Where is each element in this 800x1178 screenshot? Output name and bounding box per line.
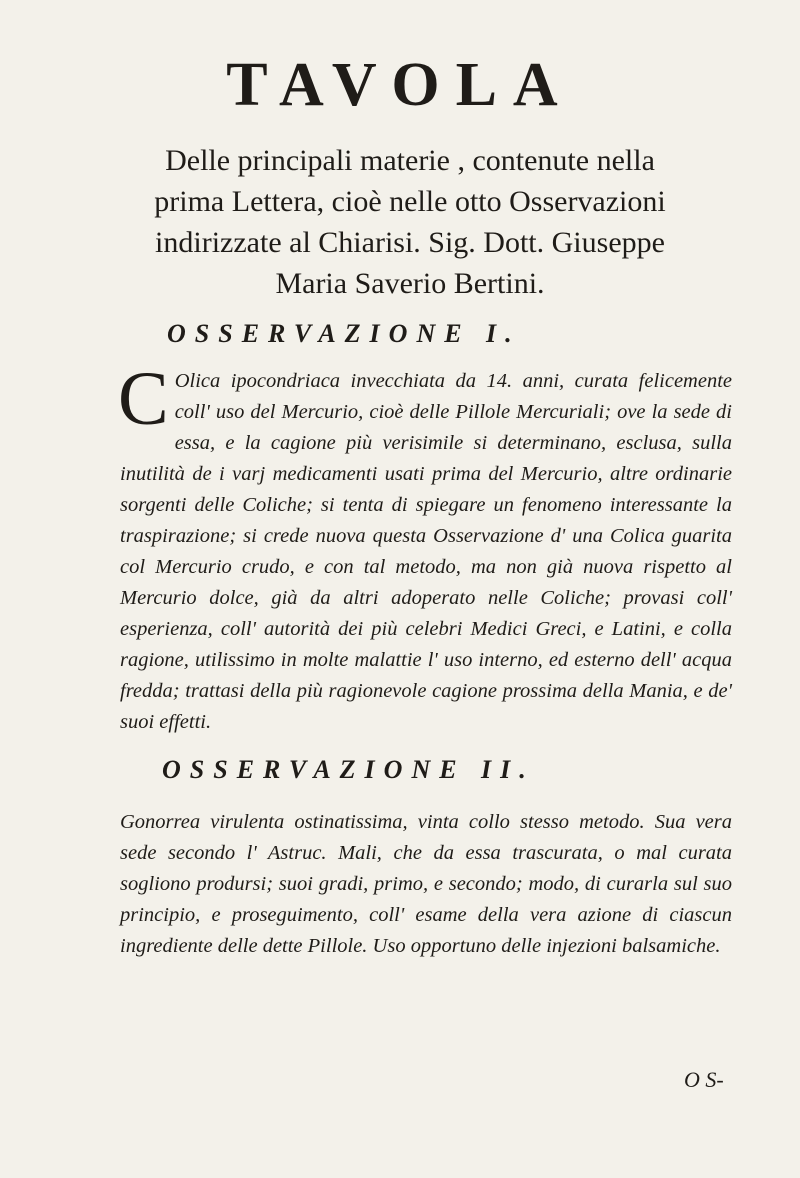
catchword: O S- [684,1067,724,1092]
section-text-1: Olica ipocondriaca invecchiata da 14. anni, curata felicemente coll' uso del Mercurio, cioè delle Pillole Mercuriali; ove la sede di essa, e la cagione più verisimile si determinano, esclusa, sulla inutilità de i varj medicamenti usati prima del Mercurio, altre ordinarie sorgenti delle Coliche; si tenta di spiegare un fenomeno interessante la traspirazione; si crede nuova questa Osservazione d' una Colica guarita col Mercurio crudo, e con tal metodo, ma non già nuova rispetto al Mercurio dolce, già da altri adoperato nelle Coliche; provasi coll' esperienza, coll' autorità dei più celebri Medici Greci, e Latini, e colla ragione, utilissimo in molte malattie l' uso interno, ed esterno dell' acqua fredda; trattasi della più ragionevole cagione prossima della Mania, e de' suoi effetti. [120,370,732,733]
page-subtitle: Delle principali materie , contenute nella prima Lettera, cioè nelle otto Osservazioni indirizzate al Chiarisi. Sig. Dott. Giuseppe Maria Saverio Bertini. [154,144,666,300]
section-heading-1: OSSERVAZIONE I. [167,319,521,348]
page-title: TAVOLA [226,51,574,119]
drop-cap: C [118,357,169,441]
section-heading-2: OSSERVAZIONE II. [162,755,535,784]
section-body-1 [118,357,732,738]
section-text-2: Gonorrea virulenta ostinatissima, vinta collo stesso metodo. Sua vera sede secondo l' Astruc. Mali, che da essa trascurata, o mal curata sogliono prodursi; suoi gradi, primo, e secondo; modo, di curarla sul suo principio, e proseguimento, coll' esame della vera azione di ciascun ingrediente delle dette Pillole. Uso opportuno delle injezioni balsamiche. [120,811,732,957]
section-body-2 [120,807,732,962]
